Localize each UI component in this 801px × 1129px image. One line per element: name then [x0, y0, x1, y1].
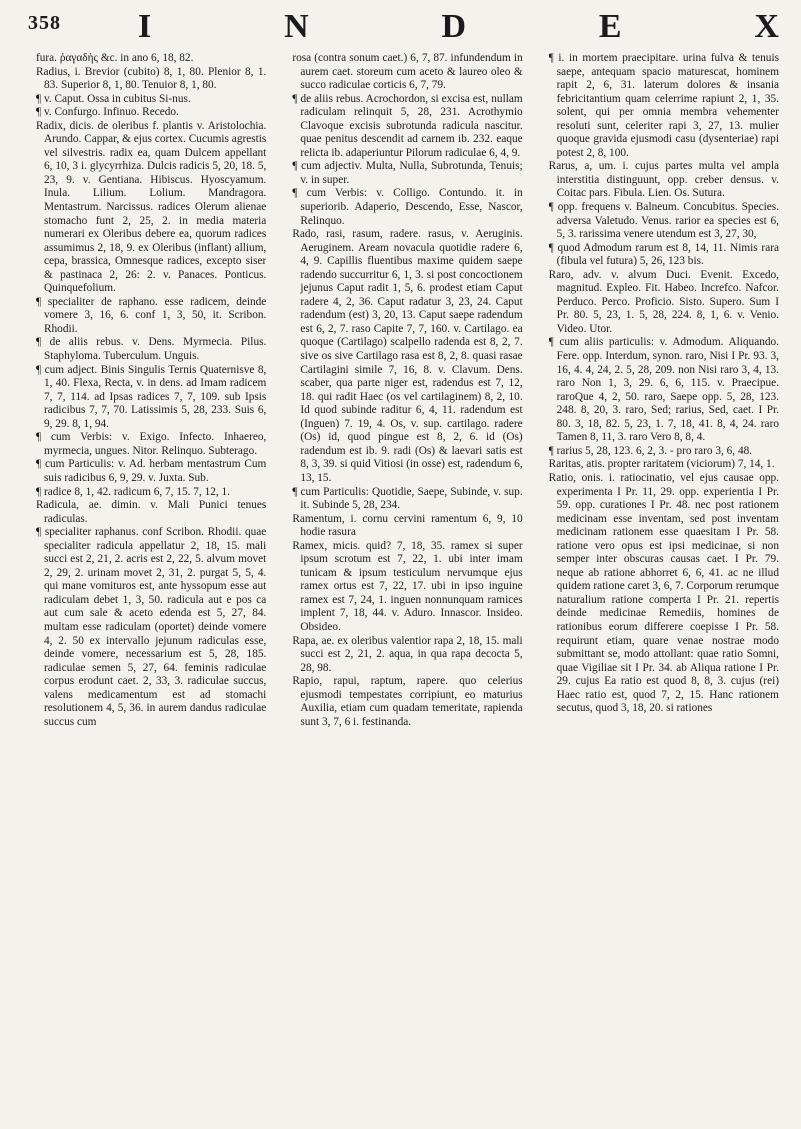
index-entry: Radix, dicis. de oleribus f. plantis v. Aristolochia. Arundo. Cappar, & ejus cortex. Cucumis agrestis vel silvestris. radix ea, quam Dulcem appellant 6, 10, 3 i. glycyrrhiza. Dulcis radicis 5, 20, 18. 5, 23, 9. v. Gentiana. Hibiscus. Hyoscyamum. Inula. Lilium. Lolium. Mandragora. Mentastrum. Narcissus. radices Olerum alienae stomacho funt 2, 25, 2. in media materia numerari ex Oleribus debere ea, quorum radices assumimus 2, 18, 9. ex Oleribus (inflant) allium, cepa, brassica, Omnesque radices, excepto siser & pastinaca 2, 26: 2. v. Panaces. Ponticus. Quinquefolium. — [36, 119, 267, 295]
index-column-middle — [292, 52, 522, 1117]
running-title — [138, 8, 781, 46]
index-entry: Raro, adv. v. alvum Duci. Evenit. Excedo, magnitud. Expleo. Fit. Habeo. Increfco. Nafcor. Perduco. Perco. Proficio. Sisto. Supero. Sum I Pr. 80. 5, 23, 1. 5, 28, 224. 8, 1, 6. v. Venio. Video. Utor. — [548, 268, 779, 335]
index-entry: Radicula, ae. dimin. v. Mali Punici tenues radiculas. — [36, 499, 267, 525]
index-entry: ¶ cum Particulis: v. Ad. herbam mentastrum Cum suis radicibus 6, 9, 29. v. Juxta. Sub. — [36, 458, 267, 484]
index-entry: ¶ cum adject. Binis Singulis Ternis Quaternisve 8, 1, 40. Flexa, Recta, v. in dens. ad Imam radicem 7, 7, 114. ad Ipsas radices 7, 7, 109. sub Ipsis radicibus 7, 7, 70. Latissimis 5, 28, 233. Suis 6, 9, 29. 8, 1, 94. — [36, 363, 267, 430]
index-entry: ¶ cum adjectiv. Multa, Nulla, Subrotunda, Tenuis; v. in super. — [292, 160, 523, 186]
index-entry: ¶ specialiter de raphano. esse radicem, deinde vomere 3, 16, 6. conf 1, 3, 50, it. Scribon. Rhodii. — [36, 295, 267, 335]
index-entry: Rado, rasi, rasum, radere. rasus, v. Aeruginis. Aeruginem. Aream novacula quotidie radere 6, 4, 9. Capillis fluentibus maxime quidem saepe radendo succurritur 6, 1, 3. si post concoctionem jejunus Caput radit 1, 5, 6. prodest etiam Caput radere 4, 2, 36. Caput radatur 3, 23, 24. Caput radendum (est) 3, 20, 13. Caput saepe radendum est 6, 2, 7. raso Capite 7, 7, 160. v. Cartilago. ea quoque (Cartilago) scalpello radenda est 8, 2, 7. sive os sive Cartilago rasa est 8, 2, 8. quasi rasae Cartilagini simile 7, 16, 8. v. Clavum. Dens. scaber, qua parte niger est, radendus est 7, 12, 18. qui radit Haec (os vel cartilaginem) 8, 2, 10. Id quod subinde raditur 6, 4, 11. radendum est (Inguen) 7. 19, 4. Os, v. sup. cartilago. radere (Os) id, quod pingue est 8, 2, 6. id (Os) radendum est ib. 9. radi (Os) & laevari satis est 8, 3, 39. si quid Vitiosi (in osse) est, radendum 6, 13, 15. — [292, 228, 523, 484]
index-entry: Rarus, a, um. i. cujus partes multa vel ampla interstitia distinguunt, opp. creber densus. v. Coitac pars. Fibula. Lien. Os. Sutura. — [548, 160, 779, 200]
running-title-letter: E — [598, 8, 624, 45]
running-title-letter: D — [441, 8, 469, 45]
index-entry: ¶ quod Admodum rarum est 8, 14, 11. Nimis rara (fibula vel futura) 5, 26, 123 bis. — [548, 241, 779, 268]
index-entry: ¶ v. Caput. Ossa in cubitus Si-nus. — [36, 92, 191, 105]
index-entry: fura. ῥαγαδὴς &c. in ano 6, 18, 82. — [36, 52, 194, 64]
index-entry: ¶ specialiter raphanus. conf Scribon. Rhodii. quae specialiter radicula appellatur 2, 18, 15. mali succi est 2, 21, 2. acris est 2, 22, 5. alvum movet 2, 29, 2. urinam movet 2, 31, 2. purgat 5, 5, 4. qui mane vomituros est, ante hyssopum esse aut radiculam debet 1, 3, 50. radicula aut e pos ca aut cum sale & aceto edenda est 5, 27, 84. multam esse radiculam (oportet) deinde vomere 4, 2. 50 ex intervallo jejunum radiculas esse, deinde vomere, necessarium est 5, 28, 185. radiculae semen 5, 27, 64. feminis radiculae corpus erodunt caet. 2, 33, 3. radiculae succus, valens medicamentum est ad stomachi resolutionem 4, 5, 36. in aurem dandus radiculae succus cum — [36, 526, 267, 728]
index-entry: ¶ cum Particulis: Quotidie, Saepe, Subinde, v. sup. it. Subinde 5, 28, 234. — [292, 485, 523, 512]
index-entry: ¶ radice 8, 1, 42. radicum 6, 7, 15. 7, 12, 1. — [36, 485, 230, 498]
running-title-letter: I — [138, 8, 154, 45]
index-entry: Rapa, ae. ex oleribus valentior rapa 2, 18, 15. mali succi est 2, 21, 2. aqua, in qua rapa decocta 5, 28, 98. — [292, 634, 523, 674]
index-entry: Ramentum, i. cornu cervini ramentum 6, 9, 10 hodie rasura — [292, 512, 523, 539]
running-title-letter: N — [284, 8, 311, 45]
index-entry: ¶ cum aliis particulis: v. Admodum. Aliquando. Fere. opp. Interdum, synon. raro, Nisi I Pr. 93. 3, 16, 4. 4, 24, 2. 5, 28, 209. non Nisi raro 3, 4, 13. raro Non 1, 3, 29. 6, 6, 115. v. Praecipue. raroQue 4, 2, 50. raro, Saepe opp. 5, 28, 123. 248. 8, 20, 3. raro, Sed; rarius, Sed, caet. I Pr. 80. 3, 18, 82. 5, 23, 1. 7, 18, 41. 8, 4, 24. raro Tamen 8, 11, 3. raro Vero 8, 8, 4. — [548, 336, 779, 444]
index-columns — [36, 52, 779, 1117]
running-title-letter: X — [754, 8, 781, 45]
index-entry: ¶ v. Confurgo. Infinuo. Recedo. — [36, 106, 179, 119]
index-entry: rosa (contra sonum caet.) 6, 7, 87. infundendum in aurem caet. storeum cum aceto & laureo oleo & succo radiculae corticis 6, 7, 79. — [292, 52, 523, 92]
index-entry: ¶ cum Verbis: v. Exigo. Infecto. Inhaereo, myrmecia, ungues. Nitor. Relinquo. Subterago. — [36, 431, 267, 457]
index-entry: ¶ de aliis rebus. Acrochordon, si excisa est, nullam radiculam relinquit 5, 28, 231. Acrothymio Clavoque excisis subrotunda radicula nascitur. quae penitus descendit ad carnem ib. 232. eaque relicta ib. adaperiuntur Pilorum radiculae 6, 4, 9. — [292, 92, 523, 159]
index-entry: ¶ opp. frequens v. Balneum. Concubitus. Species. adversa Valetudo. Venus. rarior ea species est 6, 5, 3. rarissima venere utendum est 3, 27, 30, — [548, 201, 779, 241]
index-entry: ¶ de aliis rebus. v. Dens. Myrmecia. Pilus. Staphyloma. Tuberculum. Unguis. — [36, 336, 267, 363]
index-entry: Ramex, micis. quid? 7, 18, 35. ramex si super ipsum scrotum est 7, 22, 1. ubi inter imam tunicam & ipsum testiculum nervumque ejus ramex ortus est 7, 22, 17. ubi in ipso inguine ramex est 7, 24, 1. inguen nonnunquam ramices implent 7, 18, 44. v. Aduro. Innascor. Insideo. Obsideo. — [292, 539, 523, 633]
index-column-right — [549, 52, 779, 1117]
index-entry: Radius, i. Brevior (cubito) 8, 1, 80. Plenior 8, 1. 83. Superior 8, 1, 80. Tenuior 8, 1, 80. — [36, 65, 267, 92]
index-entry: Ratio, onis. i. ratiocinatio, vel ejus causae opp. experimenta I Pr. 11, 29. opp. experientia I Pr. 59. opp. curationes I Pr. 48. nec post rationem medicinam esse inventam, sed post inventam medicinam rationem esse quaesitam I Pr. 58. ratione vero opus est ipsi medicinae, si non semper inter obscuras causas caet. I Pr. 79. neque ab ratione abhorret 6, 6, 41. ac ne illud quidem ratione caret 3, 6, 7. Corporum rerumque naturalium ratione comperta I Pr. 21. repertis deinde medicinae Remediis, homines de rationibus eorum differere coepisse I Pr. 58. requirunt etiam, quare venae nostrae modo submittant se, modo attollant: quae ratio Somni, quae Vigiliae sit I Pr. 34. ab Aliqua ratione I Pr. 29. cujus Ea ratio est quod 8, 8, 3. cujus (rei) Haec ratio est, quod 7, 2, 15. Hanc rationem secutus, quod 3, 18, 20. si rationes — [548, 471, 779, 715]
index-entry: ¶ rarius 5, 28, 123. 6, 2, 3. - pro raro 3, 6, 48. — [548, 444, 753, 457]
index-column-left — [36, 52, 266, 1117]
page-number: 358 — [28, 12, 61, 34]
index-entry: ¶ cum Verbis: v. Colligo. Contundo. it. in superiorib. Adaperio, Descendo, Esse, Nascor, Relinquo. — [292, 187, 523, 227]
index-entry: ¶ i. in mortem praecipitare. urina fulva & tenuis saepe, antequam spacio maturescat, hominem rapit 2, 6, 31. laterum dolores & insania febricitantium quam celerrime rapiunt 2, 1, 35. solent, qui per omnia membra vehementer resoluti sunt, celeriter rapi 3, 27, 13. mulier quoque gravida ejusmodi casu (dysenteriae) rapi potest 2, 8, 100. — [548, 52, 779, 159]
page-header — [28, 8, 781, 45]
index-entry: Raritas, atis. propter raritatem (viciorum) 7, 14, 1. — [548, 458, 775, 471]
index-entry: Rapio, rapui, raptum, rapere. quo celerius ejusmodi tempestates corripiunt, eo maturius Auxilia, etiam cum quadam temeritate, rapienda sunt 3, 7, 6 i. festinanda. — [292, 675, 523, 728]
